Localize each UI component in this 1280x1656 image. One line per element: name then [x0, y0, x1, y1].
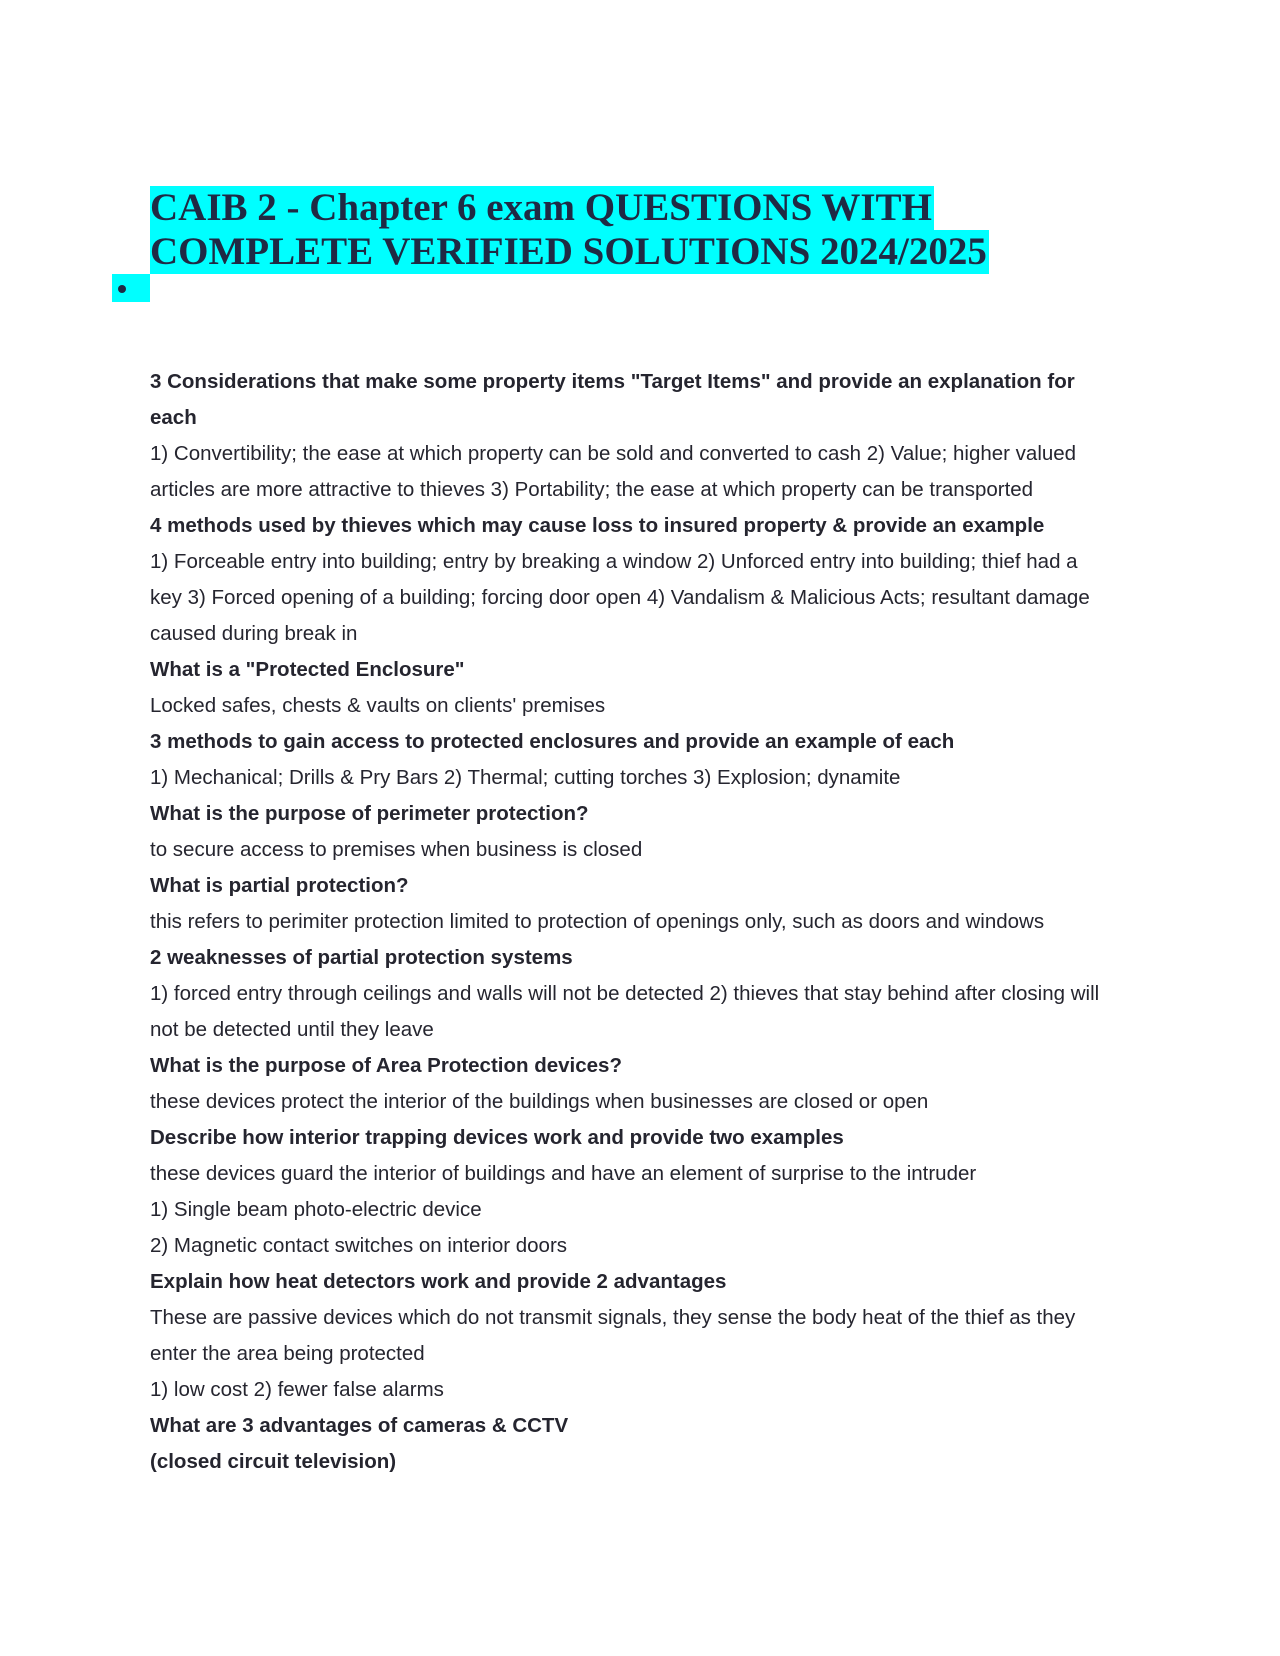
title-line-1-wrap — [150, 186, 1150, 230]
answer-line: 1) Convertibility; the ease at which property can be sold and converted to cash 2) Value; higher valued — [150, 442, 1077, 465]
question-line: 3 Considerations that make some property items "Target Items" and provide an explanation for — [150, 370, 1075, 393]
question-line: What is partial protection? — [150, 874, 409, 897]
answer-line: Locked safes, chests & vaults on clients' premises — [150, 694, 606, 717]
answer-line: to secure access to premises when business is closed — [150, 838, 643, 861]
answer-line: articles are more attractive to thieves 3) Portability; the ease at which property can be transported — [150, 478, 1034, 501]
answer-line: this refers to perimiter protection limited to protection of openings only, such as doors and windows — [150, 910, 1045, 933]
question-line: (closed circuit television) — [150, 1450, 397, 1473]
bullet-dot-icon — [118, 285, 126, 293]
question-line: 4 methods used by thieves which may cause loss to insured property & provide an example — [150, 514, 1045, 537]
question-line: What is the purpose of perimeter protection? — [150, 802, 589, 825]
title-line-2-wrap — [150, 230, 1150, 274]
answer-line: 1) Mechanical; Drills & Pry Bars 2) Thermal; cutting torches 3) Explosion; dynamite — [150, 766, 901, 789]
title-line-1: CAIB 2 - Chapter 6 exam QUESTIONS WITH — [150, 186, 932, 229]
answer-line: caused during break in — [150, 622, 358, 645]
answer-line: 1) Forceable entry into building; entry by breaking a window 2) Unforced entry into building; thief had a — [150, 550, 1078, 573]
answer-line: 1) forced entry through ceilings and walls will not be detected 2) thieves that stay behind after closing will — [150, 982, 1100, 1005]
question-line: 2 weaknesses of partial protection systems — [150, 946, 573, 969]
answer-line: not be detected until they leave — [150, 1018, 434, 1041]
highlighted-bullet — [112, 274, 150, 302]
question-line: What is a "Protected Enclosure" — [150, 658, 465, 681]
question-line: each — [150, 406, 197, 429]
answer-line: These are passive devices which do not transmit signals, they sense the body heat of the thief as they — [150, 1306, 1076, 1329]
question-line: What are 3 advantages of cameras & CCTV — [150, 1414, 569, 1437]
document-title — [150, 186, 1150, 274]
answer-line: 1) Single beam photo-electric device — [150, 1198, 482, 1221]
question-line: Explain how heat detectors work and provide 2 advantages — [150, 1270, 727, 1293]
answer-line: enter the area being protected — [150, 1342, 425, 1365]
question-line: What is the purpose of Area Protection devices? — [150, 1054, 622, 1077]
question-line: Describe how interior trapping devices work and provide two examples — [150, 1126, 844, 1149]
answer-line: 2) Magnetic contact switches on interior doors — [150, 1234, 568, 1257]
answer-line: key 3) Forced opening of a building; forcing door open 4) Vandalism & Malicious Acts; resultant damage — [150, 586, 1090, 609]
question-line: 3 methods to gain access to protected enclosures and provide an example of each — [150, 730, 955, 753]
qa-content — [150, 364, 1130, 1480]
answer-line: these devices guard the interior of buildings and have an element of surprise to the intruder — [150, 1162, 977, 1185]
title-line-2: COMPLETE VERIFIED SOLUTIONS 2024/2025 — [150, 230, 987, 273]
answer-line: 1) low cost 2) fewer false alarms — [150, 1378, 444, 1401]
answer-line: these devices protect the interior of the buildings when businesses are closed or open — [150, 1090, 929, 1113]
